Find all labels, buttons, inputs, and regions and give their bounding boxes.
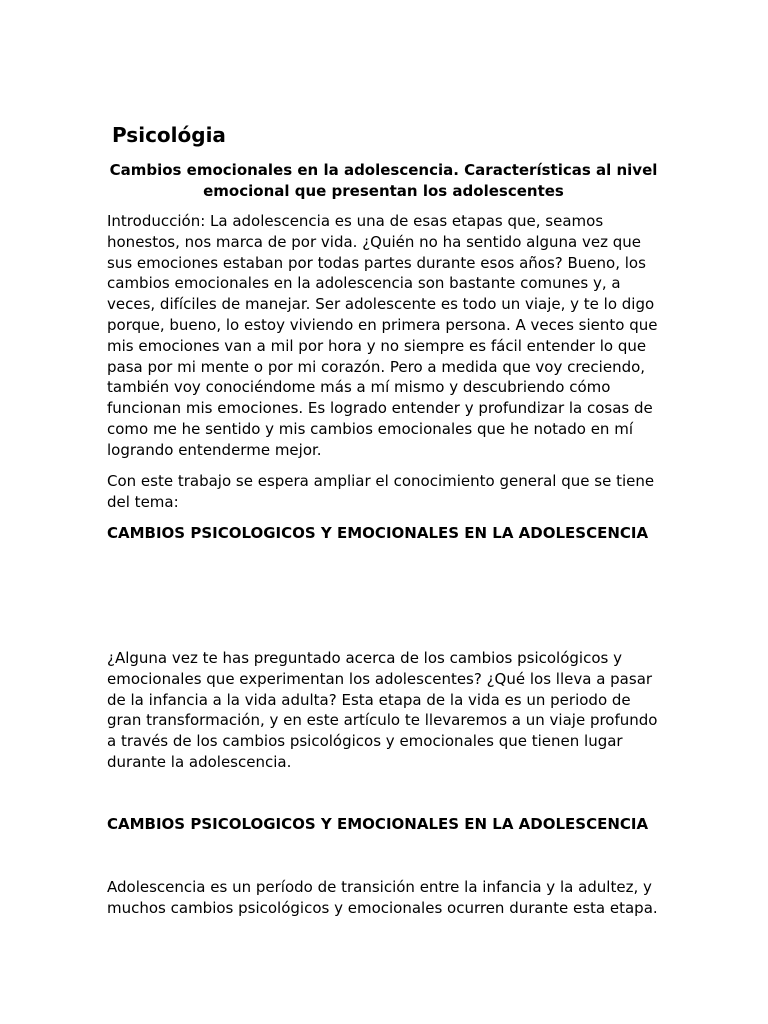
section-heading-1: CAMBIOS PSICOLOGICOS Y EMOCIONALES EN LA ADOLESCENCIA [107,524,649,542]
intro-paragraph: Introducción: La adolescencia es una de esas etapas que, seamos honestos, nos marca de por vida. ¿Quién no ha sentido alguna vez que sus emociones estaban por todas partes durante esos años? Bueno, los cambios emocionales en la adolescencia son bastante comunes y, a veces, difíciles de manejar. Ser adolescente es todo un viaje, y te lo digo porque, bueno, lo estoy viviendo en primera persona. A veces siento que mis emociones van a mil por hora y no siempre es fácil entender lo que pasa por mi mente o por mi corazón. Pero a medida que voy creciendo, también voy conociéndome más a mí mismo y descubriendo cómo funcionan mis emociones. Es logrado entender y profundizar la cosas de como me he sentido y mis cambios emocionales que he notado en mí logrando entenderme mejor. [107,212,658,459]
page-title: Psicológia [112,123,226,147]
definition-paragraph: Adolescencia es un período de transición entre la infancia y la adultez, y muchos cambios psicológicos y emocionales ocurren durante esta etapa. [107,878,658,917]
purpose-paragraph: Con este trabajo se espera ampliar el conocimiento general que se tiene del tema: [107,472,655,511]
section-heading-2: CAMBIOS PSICOLOGICOS Y EMOCIONALES EN LA ADOLESCENCIA [107,815,649,833]
question-paragraph: ¿Alguna vez te has preguntado acerca de los cambios psicológicos y emocionales que experimentan los adolescentes? ¿Qué los lleva a pasar de la infancia a la vida adulta? Esta etapa de la vida es un periodo de gran transformación, y en este artículo te llevaremos a un viaje profundo a través de los cambios psicológicos y emocionales que tienen lugar durante la adolescencia. [107,649,658,771]
document-subtitle: Cambios emocionales en la adolescencia. Características al nivel emocional que presentan los adolescentes [109,161,658,200]
